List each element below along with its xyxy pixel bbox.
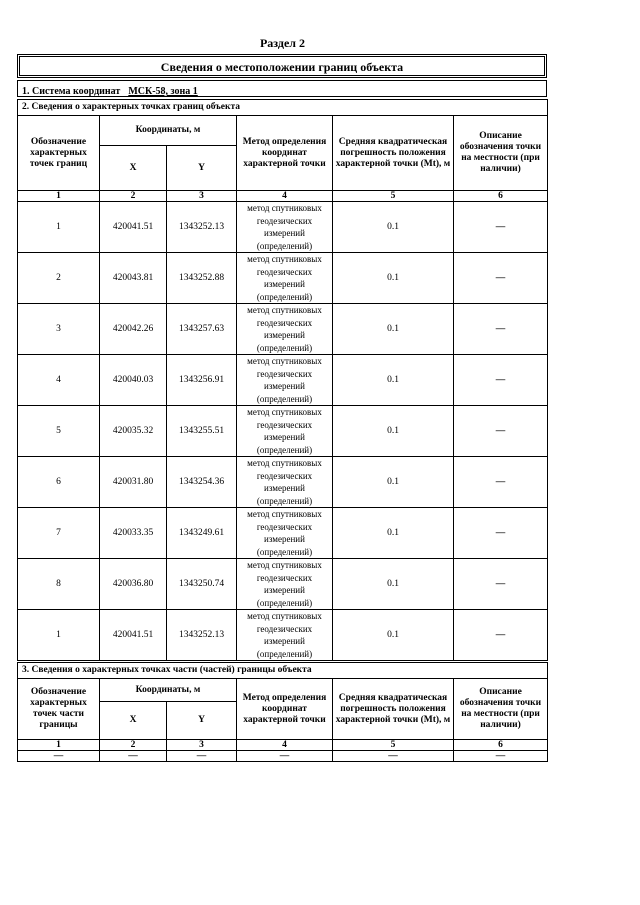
part-points-table-heading-text: 3. Сведения о характерных точках части (частей) границы объекта	[22, 665, 312, 675]
point-id: 4	[18, 355, 100, 406]
method-value: метод спутниковых геодезических измерений (определений)	[237, 406, 333, 457]
y-value: 1343257.63	[167, 304, 237, 355]
header-coords: Координаты, м	[100, 679, 237, 702]
header-y: Y	[167, 146, 237, 191]
col-number: 4	[237, 191, 333, 202]
x-value: 420035.32	[100, 406, 167, 457]
col-number: 4	[237, 740, 333, 751]
x-value: 420031.80	[100, 457, 167, 508]
section-label: Раздел 2	[259, 36, 306, 50]
empty-cell: —	[167, 751, 237, 762]
table-row	[18, 610, 548, 661]
point-id: 8	[18, 559, 100, 610]
x-value: 420043.81	[100, 253, 167, 304]
desc-value: —	[454, 202, 548, 253]
x-value: 420041.51	[100, 202, 167, 253]
col-number: 6	[454, 740, 548, 751]
col-number: 6	[454, 191, 548, 202]
y-value: 1343256.91	[167, 355, 237, 406]
header-y: Y	[167, 702, 237, 740]
header-x: X	[100, 146, 167, 191]
point-id: 7	[18, 508, 100, 559]
table-row	[18, 508, 548, 559]
part-points-table-heading	[18, 663, 548, 679]
error-value: 0.1	[333, 559, 454, 610]
table-row	[18, 751, 548, 762]
y-value: 1343252.88	[167, 253, 237, 304]
header-desc: Описание обозначения точки на местности (при наличии)	[454, 116, 548, 191]
table-row	[18, 304, 548, 355]
desc-value: —	[454, 610, 548, 661]
header-method: Метод определения координат характерной точки	[237, 116, 333, 191]
col-number: 3	[167, 740, 237, 751]
col-number: 5	[333, 740, 454, 751]
x-value: 420040.03	[100, 355, 167, 406]
col-number: 5	[333, 191, 454, 202]
error-value: 0.1	[333, 355, 454, 406]
x-value: 420042.26	[100, 304, 167, 355]
col-number: 3	[167, 191, 237, 202]
empty-cell: —	[333, 751, 454, 762]
error-value: 0.1	[333, 406, 454, 457]
col-number: 1	[18, 191, 100, 202]
y-value: 1343254.36	[167, 457, 237, 508]
table-row	[18, 559, 548, 610]
method-value: метод спутниковых геодезических измерений (определений)	[237, 508, 333, 559]
y-value: 1343252.13	[167, 202, 237, 253]
error-value: 0.1	[333, 253, 454, 304]
desc-value: —	[454, 559, 548, 610]
method-value: метод спутниковых геодезических измерений (определений)	[237, 610, 333, 661]
y-value: 1343250.74	[167, 559, 237, 610]
desc-value: —	[454, 253, 548, 304]
point-id: 6	[18, 457, 100, 508]
col-number: 2	[100, 740, 167, 751]
empty-cell: —	[18, 751, 100, 762]
y-value: 1343249.61	[167, 508, 237, 559]
part-points-table	[17, 662, 548, 762]
point-id: 1	[18, 610, 100, 661]
empty-cell: —	[454, 751, 548, 762]
desc-value: —	[454, 304, 548, 355]
table-row	[18, 457, 548, 508]
method-value: метод спутниковых геодезических измерений (определений)	[237, 457, 333, 508]
table-row	[18, 253, 548, 304]
method-value: метод спутниковых геодезических измерений (определений)	[237, 202, 333, 253]
header-point: Обозначение характерных точек границ	[18, 116, 100, 191]
empty-cell: —	[237, 751, 333, 762]
method-value: метод спутниковых геодезических измерений (определений)	[237, 355, 333, 406]
error-value: 0.1	[333, 508, 454, 559]
header-method: Метод определения координат характерной точки	[237, 679, 333, 740]
header-desc: Описание обозначения точки на местности (при наличии)	[454, 679, 548, 740]
points-table	[17, 99, 548, 661]
header-point: Обозначение характерных точек части границы	[18, 679, 100, 740]
error-value: 0.1	[333, 610, 454, 661]
desc-value: —	[454, 406, 548, 457]
error-value: 0.1	[333, 304, 454, 355]
method-value: метод спутниковых геодезических измерений (определений)	[237, 559, 333, 610]
method-value: метод спутниковых геодезических измерений (определений)	[237, 253, 333, 304]
desc-value: —	[454, 355, 548, 406]
table-row	[18, 406, 548, 457]
empty-cell: —	[100, 751, 167, 762]
x-value: 420036.80	[100, 559, 167, 610]
x-value: 420041.51	[100, 610, 167, 661]
points-table-heading-text: 2. Сведения о характерных точках границ объекта	[22, 102, 241, 112]
header-coords: Координаты, м	[100, 116, 237, 146]
coord-system-label: 1. Система координат	[22, 86, 121, 97]
points-table-heading	[18, 100, 548, 116]
point-id: 5	[18, 406, 100, 457]
table-row	[18, 355, 548, 406]
error-value: 0.1	[333, 202, 454, 253]
desc-value: —	[454, 508, 548, 559]
point-id: 2	[18, 253, 100, 304]
y-value: 1343252.13	[167, 610, 237, 661]
header-x: X	[100, 702, 167, 740]
header-error: Средняя квадратическая погрешность положения характерной точки (Mt), м	[333, 116, 454, 191]
col-number: 1	[18, 740, 100, 751]
table-row	[18, 202, 548, 253]
point-id: 3	[18, 304, 100, 355]
x-value: 420033.35	[100, 508, 167, 559]
coord-system-value: МСК-58, зона 1	[128, 86, 198, 97]
y-value: 1343255.51	[167, 406, 237, 457]
coord-system-row	[17, 80, 547, 97]
col-number: 2	[100, 191, 167, 202]
desc-value: —	[454, 457, 548, 508]
main-title: Сведения о местоположении границ объекта	[17, 54, 547, 78]
point-id: 1	[18, 202, 100, 253]
method-value: метод спутниковых геодезических измерений (определений)	[237, 304, 333, 355]
header-error: Средняя квадратическая погрешность положения характерной точки (Mt), м	[333, 679, 454, 740]
error-value: 0.1	[333, 457, 454, 508]
